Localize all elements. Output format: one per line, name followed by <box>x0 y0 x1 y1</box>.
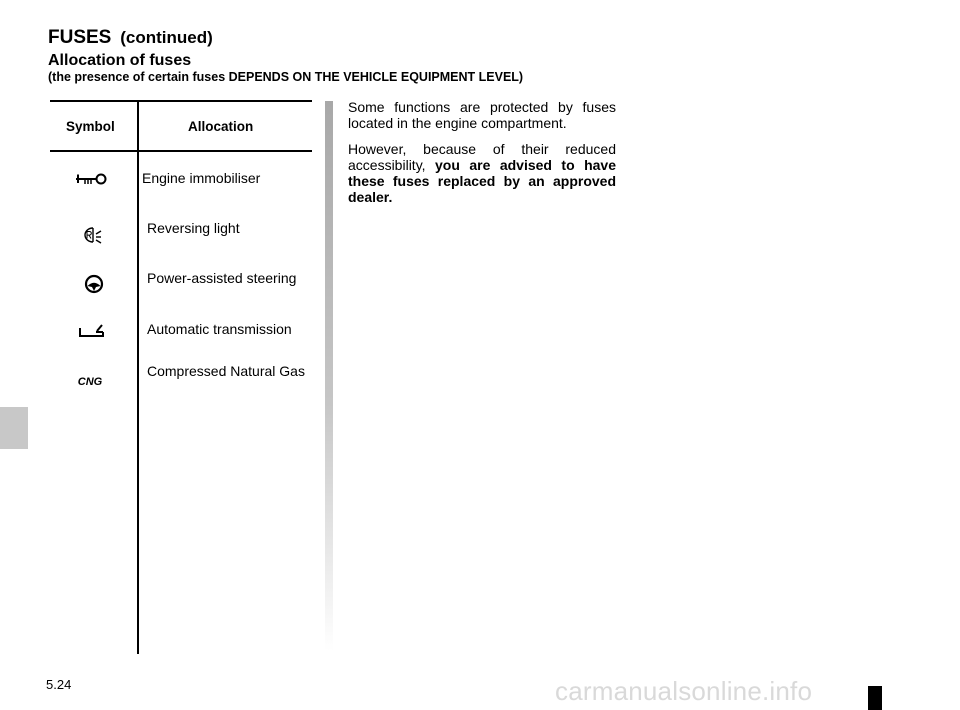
table-header-rule <box>50 150 312 152</box>
row-allocation-engine-immobiliser: Engine immobiliser <box>142 170 261 186</box>
info-paragraph-1: Some functions are protected by fuses located in the engine compartment. <box>348 99 616 131</box>
steering-wheel-icon <box>74 273 114 295</box>
col-header-symbol: Symbol <box>66 119 115 134</box>
info-paragraph-2 <box>348 141 616 205</box>
info-p2-plain: However, because of their reduced accessibility, <box>348 141 616 173</box>
reversing-light-icon <box>75 224 115 246</box>
title-main: FUSES <box>48 27 112 48</box>
watermark: carmanualsonline.info <box>555 676 813 706</box>
section-note: (the presence of certain fuses DEPENDS ON THE VEHICLE EQUIPMENT LEVEL) <box>48 70 524 84</box>
col-header-allocation: Allocation <box>188 119 254 134</box>
table-column-divider <box>137 101 139 654</box>
row-allocation-reversing-light: Reversing light <box>147 220 240 236</box>
gearbox-icon <box>72 320 112 342</box>
row-allocation-cng: Compressed Natural Gas <box>147 363 305 379</box>
info-p2-bold: you are advised to have these fuses replaced by an approved dealer. <box>348 157 617 205</box>
key-icon <box>70 168 110 190</box>
page-number: 5.24 <box>46 677 72 692</box>
page-title <box>48 14 213 51</box>
cng-icon: CNG <box>77 376 103 388</box>
table-top-rule <box>50 100 312 102</box>
row-allocation-power-steering: Power-assisted steering <box>147 270 297 286</box>
column-separator-bar <box>325 101 333 651</box>
title-suffix: (continued) <box>120 28 213 47</box>
chapter-tab <box>0 407 28 449</box>
row-allocation-automatic-transmission: Automatic transmission <box>147 321 292 337</box>
section-title: Allocation of fuses <box>48 52 192 69</box>
corner-mark <box>868 686 882 710</box>
